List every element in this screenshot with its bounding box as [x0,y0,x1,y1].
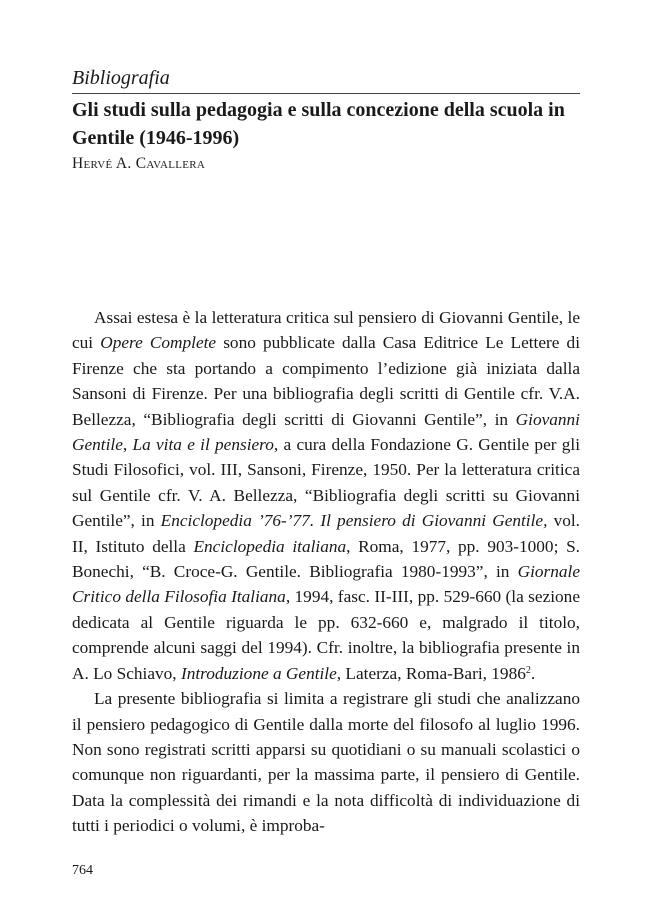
text-run: sono pubblicate dalla Casa Editrice Le Lettere di Firenze che sta portando a compimento l’edizione già iniziata dalla Sansoni di Firenze. Per una bibliografia degli scritti di Gentile cfr. V.A. Bellezza, “Bibliografia degli scritti di Giovanni Gentile”, in [72,333,580,429]
italic-title: Opere Complete [100,333,217,353]
italic-title: La vita e il pensiero [132,435,274,455]
text-run: , Roma, 1977, pp. 903-1000; S. Bonechi, “B. Croce-G. Gentile. Bibliografia 1980-1993”, in [72,536,580,582]
text-run: vol. II, Istituto della [72,511,580,556]
text-run: Assai estesa è la letteratura critica sul pensiero di Giovanni Gentile, le cui [72,308,580,353]
italic-title: Giovanni Gentile [72,409,580,455]
text-run: , Laterza, Roma-Bari, 1986 [336,663,526,683]
text-run: , 1994, fasc. II-III, pp. 529-660 (la sezione dedicata al Gentile riguarda le pp. 632-660 e, malgrado il titolo, comprende alcuni saggi del 1994). Cfr. inoltre, la bibliografia presente in A. Lo Schiavo, [72,587,580,683]
italic-title: Giornale Critico della Filosofia Italiana [72,562,580,607]
article-title: Gli studi sulla pedagogia e sulla concezione della scuola in Gentile (1946-1996) [72,99,565,149]
italic-title: Enciclopedia italiana [193,536,347,556]
text-run: , a cura della Fondazione G. Gentile per gli Studi Filosofici, vol. III, Sansoni, Firenze, 1950. Per la letteratura critica sul Gentile cfr. V. A. Bellezza, “Bibliografia degli scritti su Giovanni Gentile”, in [72,435,581,531]
paragraph-2: La presente bibliografia si limita a registrare gli studi che analizzano il pensiero pedagogico di Gentile dalla morte del filosofo al luglio 1996. Non sono registrati scritti apparsi su quotidiani o su manuali scolastici o comunque non riguardanti, per la massima parte, il pensiero di Gentile. Data la complessità dei rimandi e la nota difficoltà di individuazione di tutti i periodici o volumi, è improba- [72,689,580,836]
page-number: 764 [72,863,93,878]
section-label: Bibliografia [72,67,170,89]
italic-title: Introduzione a Gentile [180,663,337,683]
author-name: Hervé A. Cavallera [72,155,206,172]
body-text [72,305,580,839]
italic-title: Enciclopedia ’76-’77. Il pensiero di Giovanni Gentile, [160,511,548,531]
header-rule [72,93,580,94]
paragraph-1 [72,305,580,686]
footnote-marker: 2 [525,664,531,676]
text-run: . [530,663,536,683]
text-run: , [122,435,133,455]
